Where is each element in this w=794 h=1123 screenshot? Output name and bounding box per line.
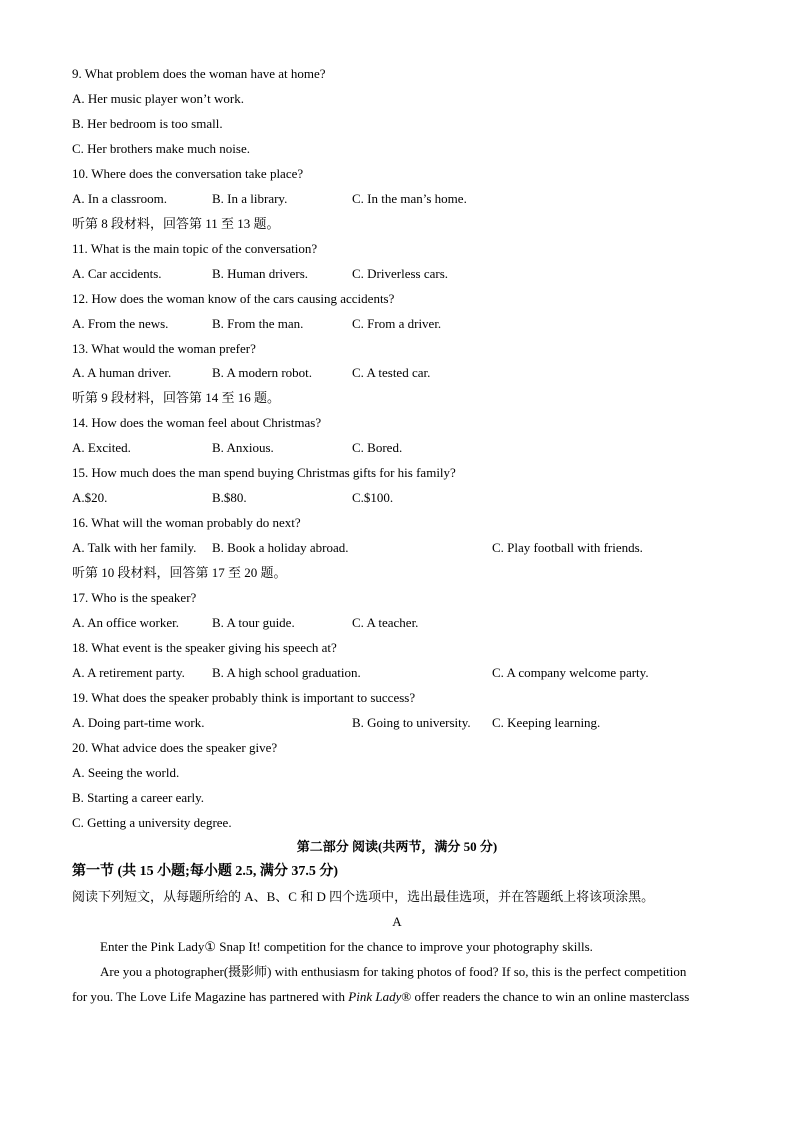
question-19: 19. What does the speaker probably think is important to success? (72, 690, 416, 705)
option-16c: C. Play football with friends. (492, 540, 643, 555)
option-16a: A. Talk with her family. (72, 540, 197, 555)
option-19c: C. Keeping learning. (492, 715, 601, 730)
option-9b: B. Her bedroom is too small. (72, 116, 223, 131)
part-2-title: 第二部分 阅读(共两节，满分 50 分) (296, 839, 498, 854)
option-14a: A. Excited. (72, 440, 131, 455)
instruction-material-9: 听第 9 段材料，回答第 14 至 16 题。 (72, 390, 281, 405)
option-12b: B. From the man. (212, 316, 304, 331)
option-9c: C. Her brothers make much noise. (72, 141, 250, 156)
question-12: 12. How does the woman know of the cars causing accidents? (72, 291, 395, 306)
option-10a: A. In a classroom. (72, 191, 167, 206)
question-11: 11. What is the main topic of the conversation? (72, 241, 318, 256)
passage-paragraph-2-cont (72, 989, 724, 1005)
option-18c: C. A company welcome party. (492, 665, 649, 680)
question-13: 13. What would the woman prefer? (72, 341, 256, 356)
option-20a: A. Seeing the world. (72, 765, 180, 780)
option-15c: C.$100. (352, 490, 394, 505)
option-17c: C. A teacher. (352, 615, 419, 630)
reading-directions: 阅读下列短文，从每题所给的 A、B、C 和 D 四个选项中，选出最佳选项，并在答题纸上将该项涂黑。 (72, 889, 655, 904)
option-10c: C. In the man’s home. (352, 191, 467, 206)
passage-label: A (392, 914, 402, 929)
option-20b: B. Starting a career early. (72, 790, 204, 805)
section-1-title: 第一节 (共 15 小题;每小题 2.5, 满分 37.5 分) (72, 864, 338, 879)
question-20: 20. What advice does the speaker give? (72, 740, 278, 755)
option-16b: B. Book a holiday abroad. (212, 540, 349, 555)
passage-paragraph-1: Enter the Pink Lady① Snap It! competition for the chance to improve your photography skills. (100, 939, 593, 954)
question-15: 15. How much does the man spend buying Christmas gifts for his family? (72, 465, 456, 480)
option-18b: B. A high school graduation. (212, 665, 361, 680)
question-17: 17. Who is the speaker? (72, 590, 197, 605)
instruction-material-10: 听第 10 段材料，回答第 17 至 20 题。 (72, 565, 287, 580)
brand-name: Pink Lady (348, 989, 402, 1004)
option-14b: B. Anxious. (212, 440, 274, 455)
option-13b: B. A modern robot. (212, 365, 313, 380)
option-10b: B. In a library. (212, 191, 288, 206)
option-13a: A. A human driver. (72, 365, 172, 380)
question-10: 10. Where does the conversation take place? (72, 166, 304, 181)
option-15a: A.$20. (72, 490, 108, 505)
question-14: 14. How does the woman feel about Christmas? (72, 415, 322, 430)
option-11a: A. Car accidents. (72, 266, 162, 281)
option-14c: C. Bored. (352, 440, 403, 455)
question-18: 18. What event is the speaker giving his speech at? (72, 640, 337, 655)
option-19b: B. Going to university. (352, 715, 471, 730)
question-9: 9. What problem does the woman have at home? (72, 66, 326, 81)
option-17a: A. An office worker. (72, 615, 179, 630)
option-11c: C. Driverless cars. (352, 266, 449, 281)
option-12a: A. From the news. (72, 316, 169, 331)
instruction-material-8: 听第 8 段材料，回答第 11 至 13 题。 (72, 216, 280, 231)
option-19a: A. Doing part-time work. (72, 715, 205, 730)
option-15b: B.$80. (212, 490, 247, 505)
option-9a: A. Her music player won’t work. (72, 91, 244, 106)
option-13c: C. A tested car. (352, 365, 431, 380)
option-12c: C. From a driver. (352, 316, 442, 331)
option-11b: B. Human drivers. (212, 266, 309, 281)
para-text-pre: for you. The Love Life Magazine has partnered with (72, 989, 349, 1004)
passage-paragraph-2: Are you a photographer(摄影师) with enthusiasm for taking photos of food? If so, this is the perfect competition (100, 964, 687, 979)
question-16: 16. What will the woman probably do next? (72, 515, 301, 530)
option-20c: C. Getting a university degree. (72, 815, 232, 830)
option-18a: A. A retirement party. (72, 665, 185, 680)
para-text-post: ® offer readers the chance to win an online masterclass (401, 989, 690, 1004)
option-17b: B. A tour guide. (212, 615, 295, 630)
